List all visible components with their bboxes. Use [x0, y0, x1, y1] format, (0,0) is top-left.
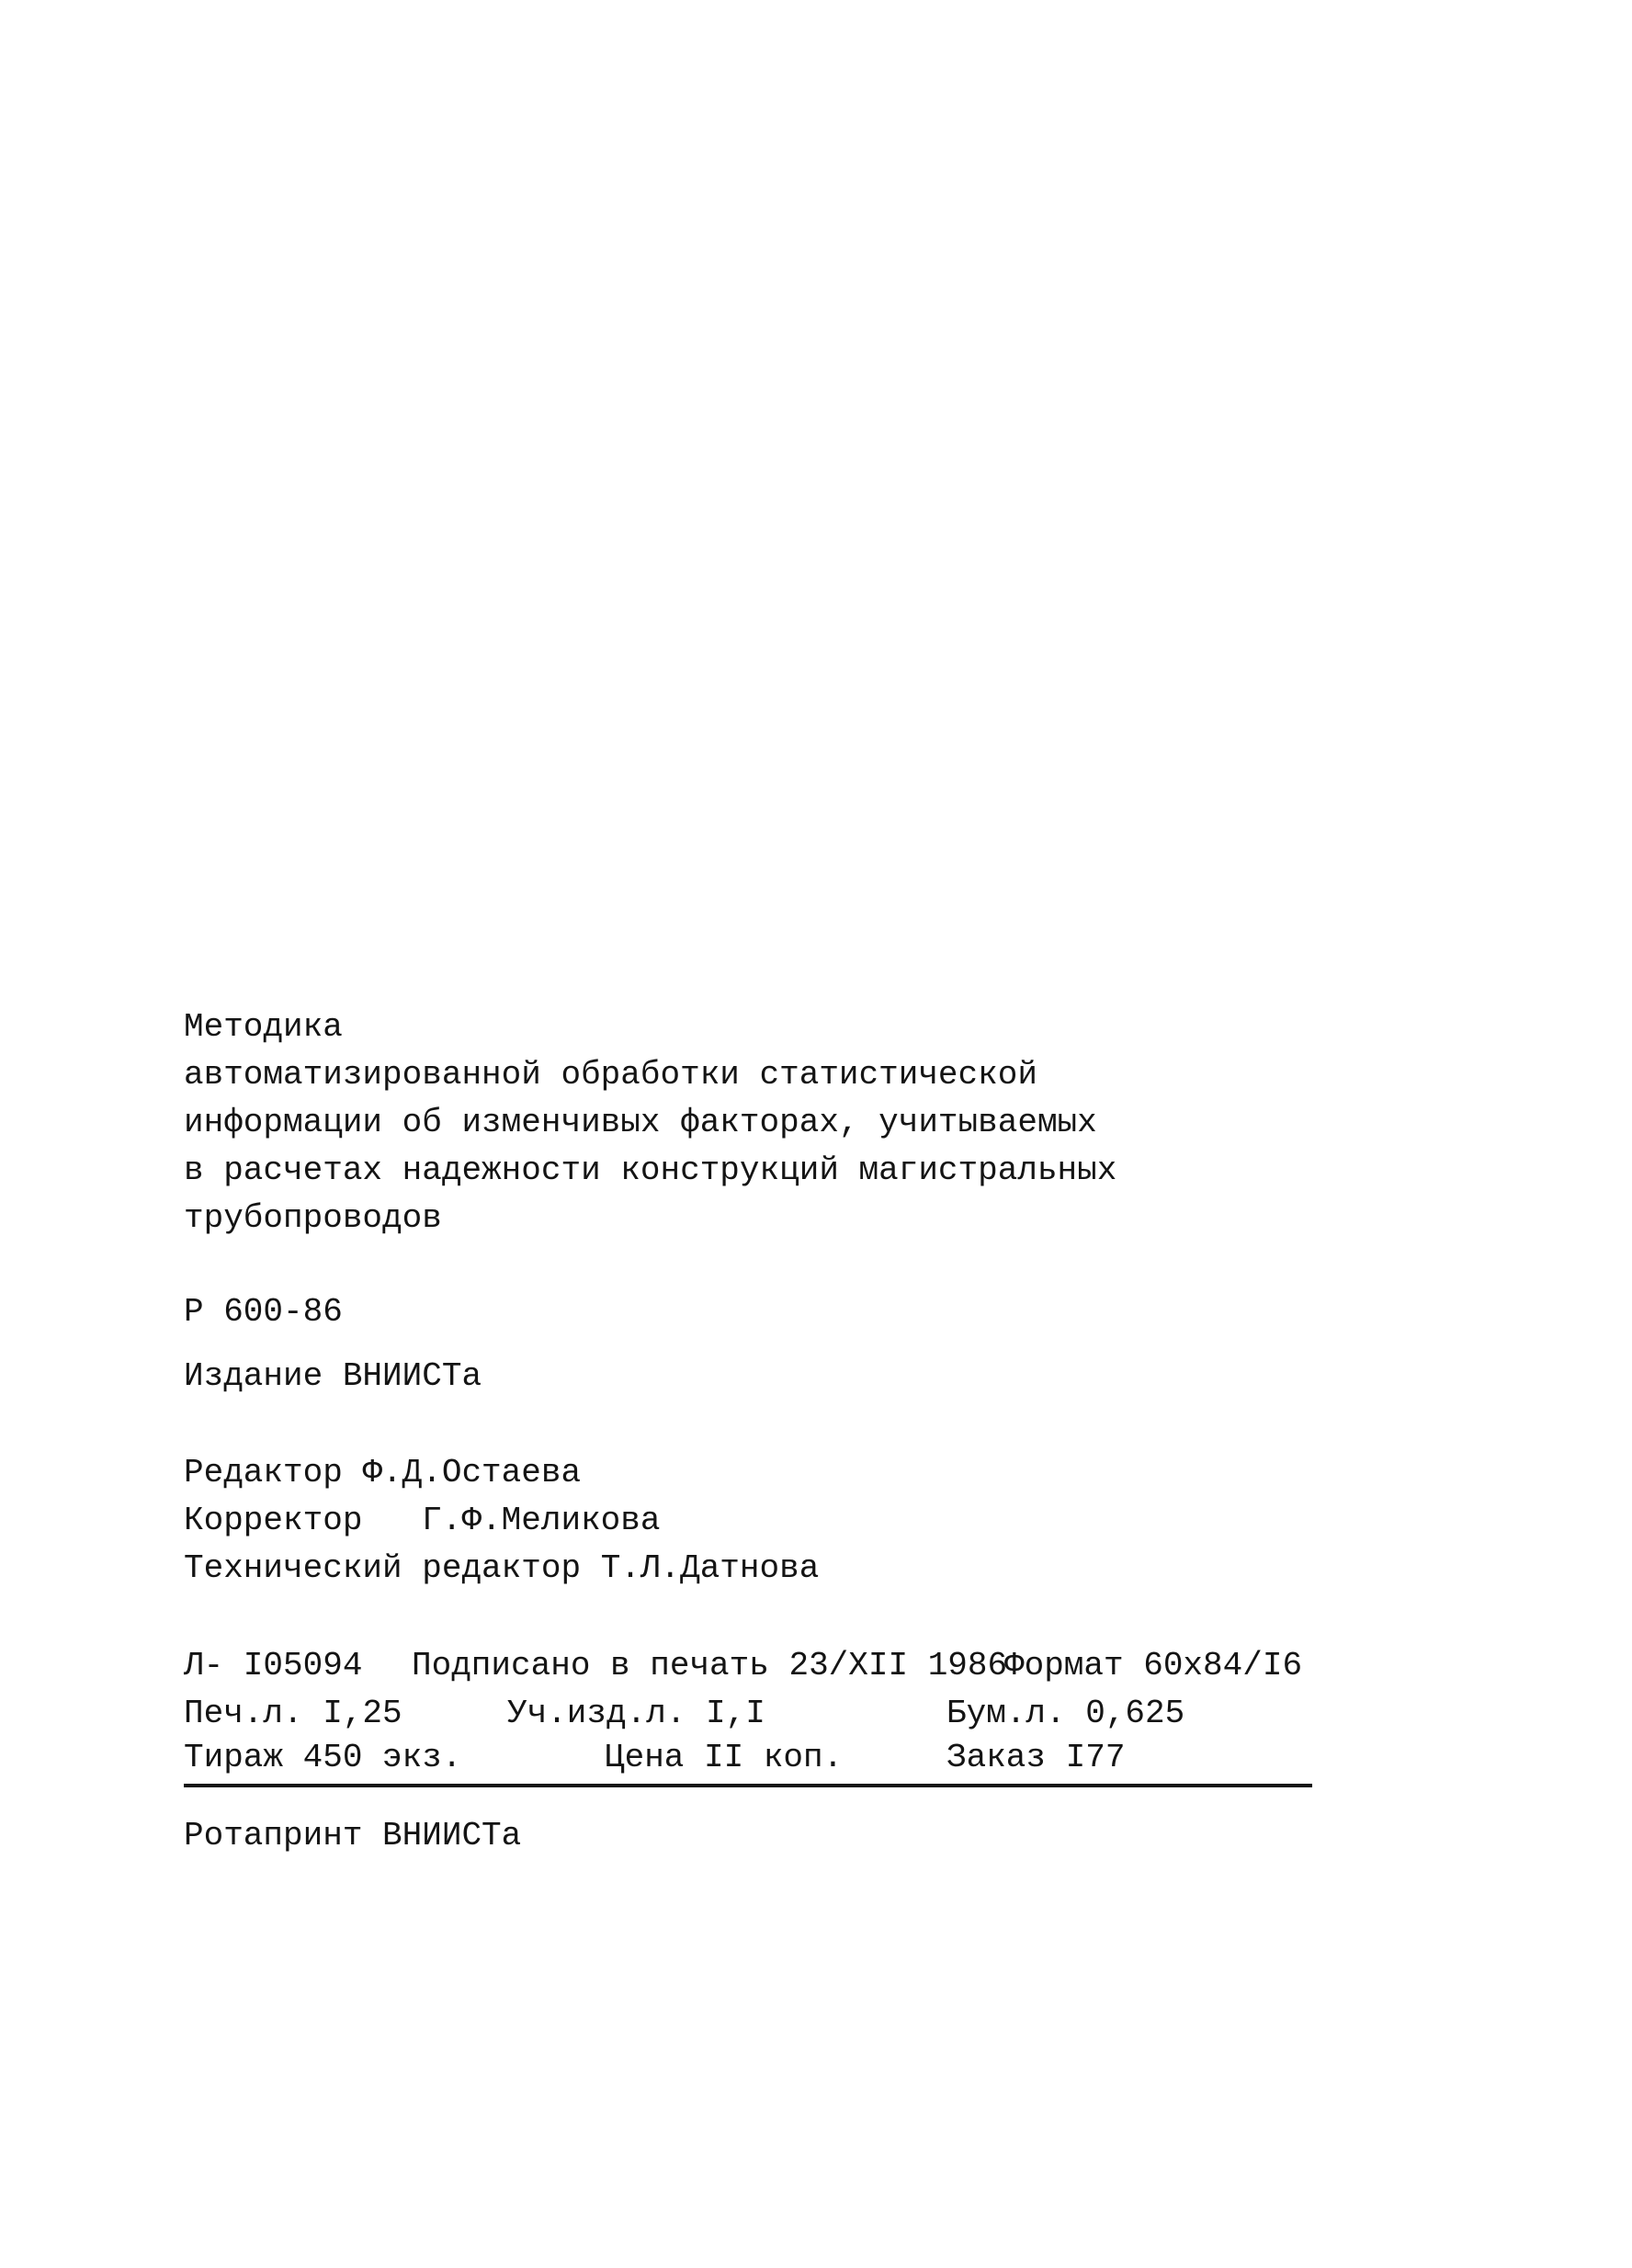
footer-printer: Ротапринт ВНИИСТа	[184, 1817, 522, 1854]
credit-name: Ф.Д.Остаева	[362, 1454, 582, 1491]
imprint-order: Заказ I77	[946, 1739, 1126, 1776]
credit-name: Г.Ф.Меликова	[422, 1502, 661, 1539]
imprint-signed: Подписано в печать 23/XII 1986	[412, 1647, 1008, 1684]
title-line-1: Методика	[184, 1008, 343, 1046]
credit-role: Корректор	[184, 1502, 363, 1539]
title-line-5: трубопроводов	[184, 1199, 442, 1237]
imprint-divider	[184, 1784, 1312, 1787]
imprint-run: Тираж 450 экз.	[184, 1739, 462, 1776]
title-line-4: в расчетах надежности конструкций магистральных	[184, 1151, 1117, 1189]
imprint-edit-sheets: Уч.изд.л. I,I	[507, 1695, 765, 1732]
doc-code: Р 600-86	[184, 1293, 343, 1331]
title-line-2: автоматизированной обработки статистической	[184, 1056, 1037, 1094]
credit-editor	[184, 1452, 581, 1494]
imprint-price: Цена II коп.	[605, 1739, 844, 1776]
credit-proofreader	[184, 1500, 661, 1542]
imprint-license: Л- I05094	[184, 1647, 363, 1684]
credit-tech-editor	[184, 1548, 819, 1590]
credit-name: Т.Л.Датнова	[600, 1549, 820, 1587]
credit-role: Технический редактор	[184, 1549, 582, 1587]
imprint-format: Формат 60x84/I6	[1004, 1647, 1303, 1684]
imprint-paper-sheets: Бум.л. 0,625	[946, 1695, 1185, 1732]
credit-role: Редактор	[184, 1454, 343, 1491]
publisher-line: Издание ВНИИСТа	[184, 1357, 482, 1395]
imprint-print-sheets: Печ.л. I,25	[184, 1695, 402, 1732]
title-line-3: информации об изменчивых факторах, учитываемых	[184, 1104, 1097, 1141]
